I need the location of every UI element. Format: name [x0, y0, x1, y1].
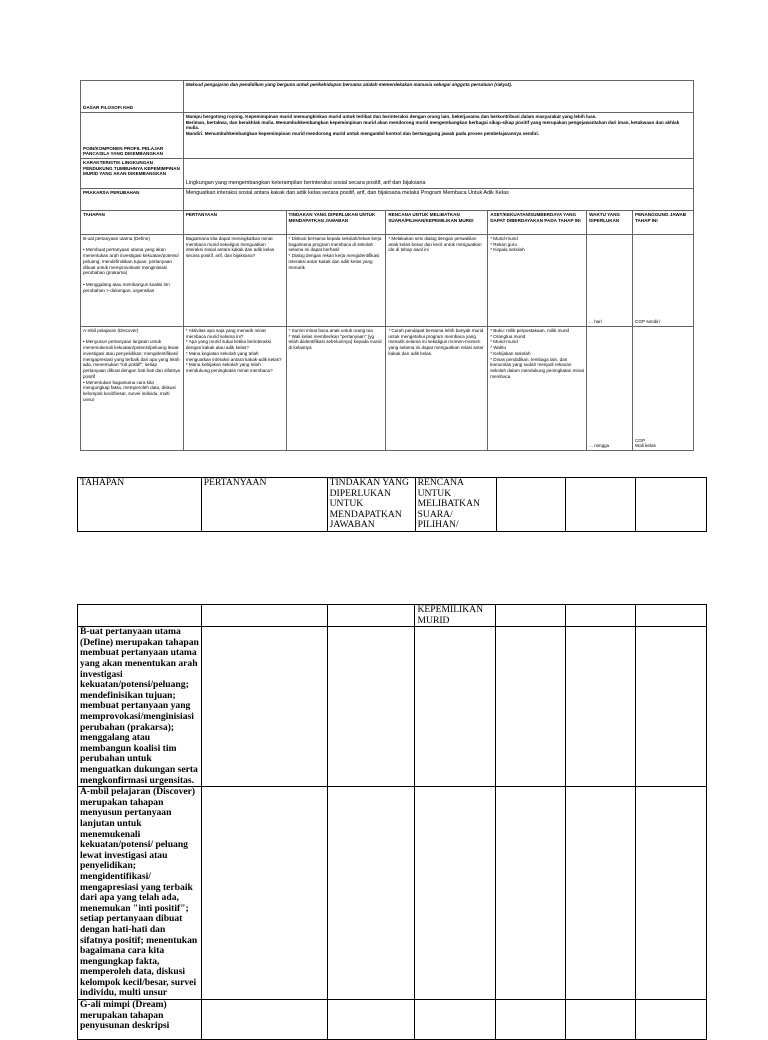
karakteristik-label: KARAKTERISTIK LINGKUNGAN PENDUKUNG TUMBUHNYA KEPEMIMPINAN MURID YANG AKAN DIKEMBANGKAN	[81, 159, 184, 189]
table2-empty-cell	[496, 1000, 566, 1040]
table2-empty-cell	[327, 787, 415, 1000]
table1-tindakan-header: TINDAKAN YANG DIPERLUKAN UNTUK MENDAPATKAN JAWABAN	[327, 478, 415, 532]
table2-kepemilikan-header: KEPEMILIKAN MURID	[415, 605, 496, 627]
table2-empty-cell	[496, 627, 566, 787]
scan-row2-waktu: ... minggu	[587, 327, 633, 451]
table1-empty-cell	[566, 478, 636, 532]
scan-row2-rencana: * Curah pendapat bersama lebih banyak murid untuk mengetahui program membaca yang menarik selama ini sekaligus momen-momen yang selama ini dapat menguatkan relasi antar kakak dan adik kelas.	[386, 327, 488, 451]
table2-empty-cell	[566, 627, 636, 787]
table2-empty-cell	[201, 605, 327, 627]
scan-row2-pertanyaan: * Aktivitas apa saja yang menarik minat membaca murid selama ini? * Apa yang murid sukai ketika berinteraksi dengan kakak atau adik kelas? * Mana kegiatan sekolah yang telah menguatkan interaksi antara kakak-adik kelas? * Mana kebijakan sekolah yang telah mendukung peningkatan minat membaca?	[183, 327, 286, 451]
table2-empty-cell	[636, 1000, 707, 1040]
karakteristik-text: Lingkungan yang mengembangkan keterampilan berinteraksi sosial secara positif, arif dan bijaksana	[183, 159, 693, 189]
scanned-plan-table	[80, 80, 694, 451]
table2-empty-cell	[566, 1000, 636, 1040]
scan-header-tahapan: TAHAPAN	[81, 211, 184, 235]
table2-empty-cell	[566, 605, 636, 627]
table2-row1-tahapan: B-uat pertanyaan utama (Define) merupakan tahapan membuat pertanyaan utama yang akan menentukan arah investigasi kekuatan/potensi/peluang; mendefinisikan tujuan; membuat pertanyaan yang memprovokasi/menginisiasi perubahan (prakarsa); menggalang atau membangun koalisi tim perubahan untuk menguatkan dukungan serta mengkonfirmasi urgensitas.	[78, 627, 202, 787]
prakarsa-text: Menguatkan interaksi sosial antara kakak dan adik kelas secara positif, arif, dan bijaksana melalui Program Membaca Untuk Adik Kelas	[183, 189, 693, 211]
scan-row2-tahapan: A-mbil pelajaran (Discover) • Menyusun pertanyaan lanjutan untuk menemukenali kekuatan/potensi/peluang lewat investigasi atau penyelidikan; mengidentifikasi/ mengapresiasi yang terbaik dari apa yang telah ada, menemukan "inti positif"; setiap pertanyaan dibuat dengan hati-hati dan sifatnya positif • Menentukan bagaimana cara kita mengungkap fakta, memperoleh data, diskusi kelompok kecil/besar, survei individu, multi unsur	[81, 327, 184, 451]
table2-empty-cell	[415, 1000, 496, 1040]
table2-empty-cell	[636, 605, 707, 627]
poin-label: POIN/KOMPONEN PROFIL PELAJAR PANCASILA YANG DIKEMBANGKAN	[81, 113, 184, 159]
dasar-label: DASAR FILOSOFI KHD	[81, 81, 184, 113]
table2-empty-cell	[201, 787, 327, 1000]
scan-header-aset: ASET/KEKUATAN/SUMBERDAYA YANG DAPAT DIBERDAYAKAN PADA TAHAP INI	[488, 211, 587, 235]
scan-header-rencana: RENCANA UNTUK MELIBATKAN SUARA/PILIHAN/KEPEMILIKAN MURID	[386, 211, 488, 235]
table2-empty-cell	[201, 627, 327, 787]
table1-tahapan-header: TAHAPAN	[78, 478, 202, 532]
table1-pertanyaan-header: PERTANYAAN	[201, 478, 327, 532]
table2-empty-cell	[566, 787, 636, 1000]
plan-table-body	[77, 604, 707, 1040]
scan-header-penanggung: PENANGGUNG JAWAB TAHAP INI	[633, 211, 694, 235]
plan-table-header-fragment	[77, 477, 707, 532]
table2-row2-tahapan: A-mbil pelajaran (Discover) merupakan tahapan menyusun pertanyaan lanjutan untuk menemukenali kekuatan/potensi/ peluang lewat investigasi atau penyelidikan; mengidentifikasi/ mengapresiasi yang terbaik dari apa yang telah ada, menemukan "inti positif"; setiap pertanyaan dibuat dengan hati-hati dan sifatnya positif; menentukan bagaimana cara kita mengungkap fakta, memperoleh data, diskusi kelompok kecil/besar, survei individu, multi unsur	[78, 787, 202, 1000]
scan-row2-tindakan: * Survei minat baca anak untuk orang tua * Wali kelas memberikan "pertanyaan" (yg telah diidentifikasi sebelumnya) kepada murid di kelasnya	[286, 327, 386, 451]
scan-row1-rencana: * Melakukan sesi dialog dengan perwakilan anak kelas besar dan kecil untuk menguatkan ide di tahap awal ini	[386, 235, 488, 327]
scan-row1-aset: * Murid-murid * Rekan guru * Kepala sekolah	[488, 235, 587, 327]
table2-empty-cell	[496, 605, 566, 627]
table2-empty-cell	[636, 627, 707, 787]
scan-row2-penanggung: CGP Wali kelas	[633, 327, 694, 451]
table2-empty-cell	[327, 605, 415, 627]
table2-empty-cell	[415, 627, 496, 787]
table2-empty-cell	[327, 1000, 415, 1040]
dasar-text: Maksud pengajaran dan pendidikan yang berguna untuk perikehidupan bersama adalah memerdekakan manusia sebagai anggota persatuan (rakyat).	[183, 81, 693, 113]
scan-row2-aset: * Buku: milik perpustakaan, milik murid * Orangtua murid * Murid-murid * Waktu * Kebijakan sekolah * Dinas pendidikan, lembaga lain, dan komunitas yang sudah menjadi rekanan sekolah dalam mendukung peningkatan minat membaca	[488, 327, 587, 451]
scan-row1-tahapan: B-uat pertanyaan utama (Define) • Membuat pertanyaan utama yang akan menentukan arah investigasi kekuatan/potensi/ peluang; mendefinisikan tujuan; pertanyaan dibuat untuk memprovokasi/ menginisiasi perubahan (prakarsa) • Menggalang atau membangun koalisi tim perubahan > dukungan, urgensitas	[81, 235, 184, 327]
prakarsa-label: PRAKARSA PERUBAHAN	[81, 189, 184, 211]
scan-row1-pertanyaan: Bagaimana kita dapat meningkatkan minat membaca murid sekaligus menguatkan interaksi sosial antara kakak dan adik kelas secara positif, arif, dan bijaksana?	[183, 235, 286, 327]
table2-empty-cell	[415, 787, 496, 1000]
table2-empty-cell	[201, 1000, 327, 1040]
scan-row1-penanggung: CGP sendiri	[633, 235, 694, 327]
scan-header-pertanyaan: PERTANYAAN	[183, 211, 286, 235]
scan-row1-tindakan: * Diskusi bersama kepala sekolah/rekan kerja bagaimana program membaca di sekolah selama ini dapat berhasil * Dialog dengan rekan kerja mengidentifikasi interaksi antar kakak dan adik kelas yang menarik	[286, 235, 386, 327]
table2-row3-tahapan: G-ali mimpi (Dream) merupakan tahapan penyusunan deskripsi	[78, 1000, 202, 1040]
scan-header-tindakan: TINDAKAN YANG DIPERLUKAN UNTUK MENDAPATKAN JAWABAN	[286, 211, 386, 235]
table1-empty-cell	[636, 478, 707, 532]
table2-empty-cell	[327, 627, 415, 787]
poin-text: Mampu bergotong royong. Kepemimpinan murid memungkinkan murid untuk terlibat dan berinteraksi dengan orang lain, bekerjasama dan berkontribusi dalam masyarakat yang lebih luas. Beriman, bertakwa, dan berakhlak mulia. Menumbuhkembangkan kepemimpinan murid akan mendorong murid mengembangkan berbagai sikap-sikap positif yang merupakan pengejawantahan dari iman, ketakwaan dan akhlak mulia. Mandiri. Menumbuhkembangkan kepemimpinan murid mendorong murid untuk mengambil kontrol dan bertanggung jawab pada proses pembelajarannya sendiri.	[183, 113, 693, 159]
table2-empty-cell	[496, 787, 566, 1000]
table1-empty-cell	[496, 478, 566, 532]
table2-empty-cell	[78, 605, 202, 627]
scan-header-waktu: WAKTU YANG DIPERLUKAN	[587, 211, 633, 235]
table1-rencana-header: RENCANA UNTUK MELIBATKAN SUARA/ PILIHAN/	[415, 478, 496, 532]
table2-empty-cell	[636, 787, 707, 1000]
scan-row1-waktu: ... hari	[587, 235, 633, 327]
